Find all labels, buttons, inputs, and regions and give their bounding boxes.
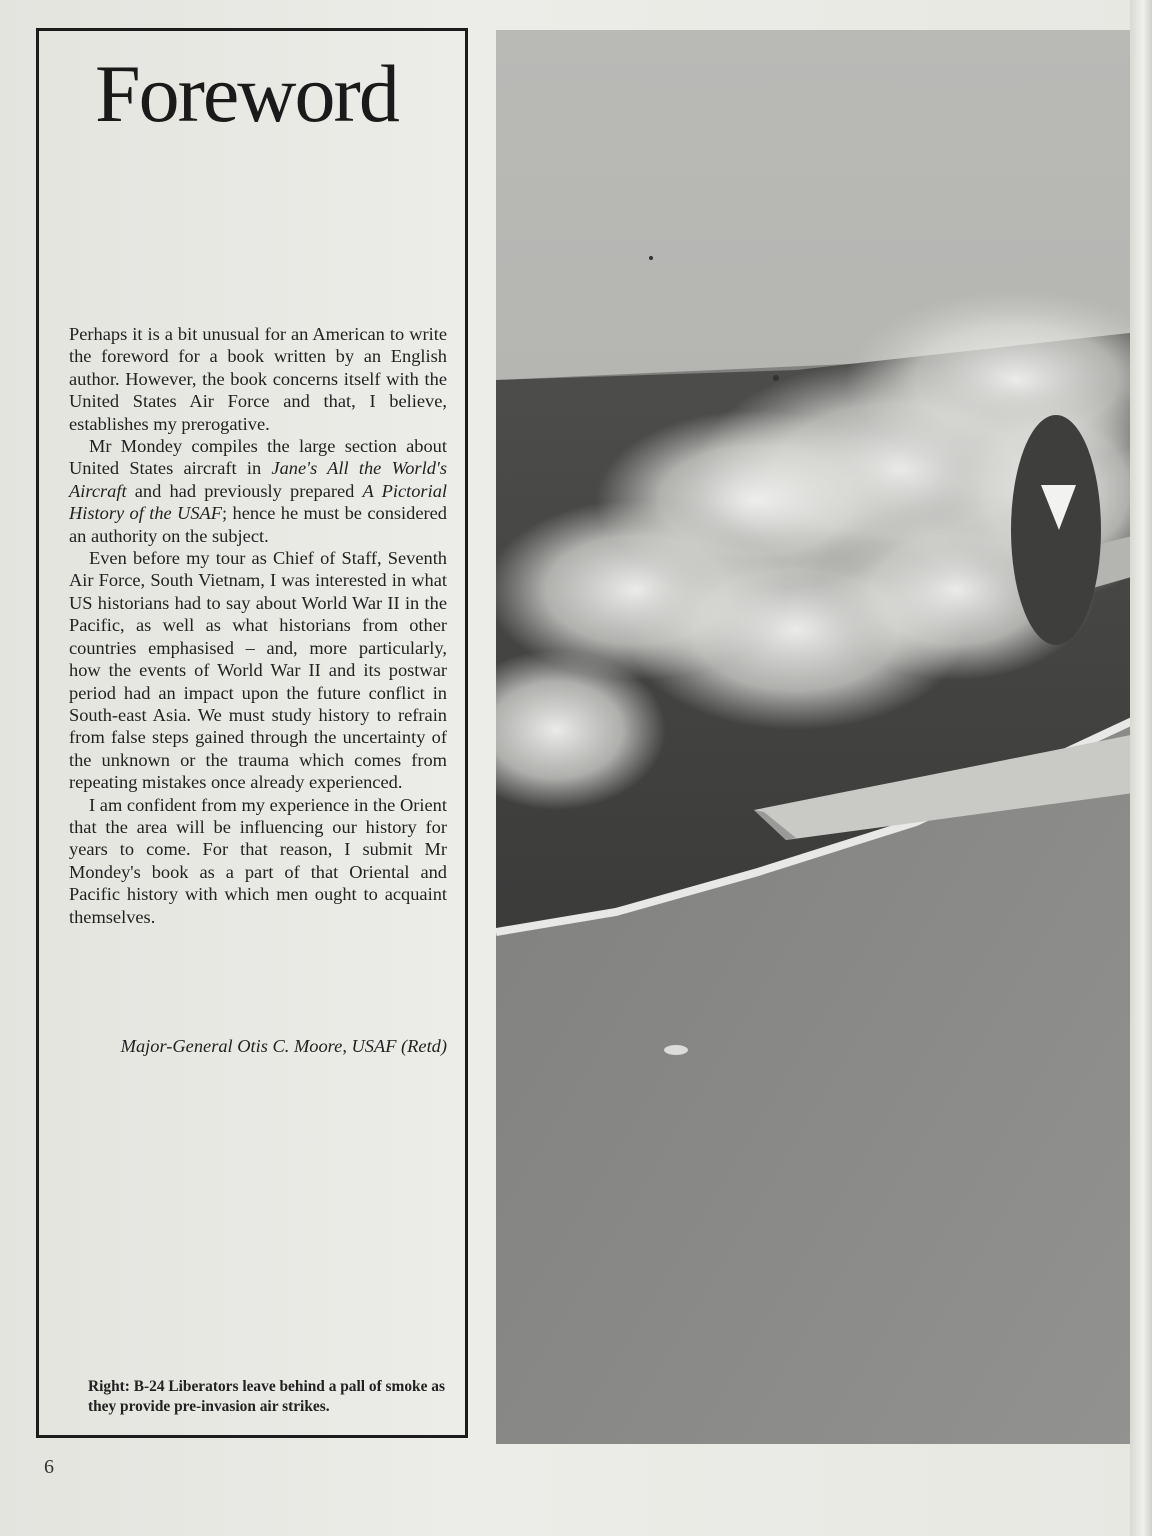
author-signature: Major-General Otis C. Moore, USAF (Retd) [120, 1036, 447, 1056]
foreword-paragraph-4: I am confident from my experience in the Orient that the area will be influencing our history for years to come. For that reason, I submit Mr Mondey's book as a part of that Oriental and Pacific history with which men ought to acquaint themselves. [69, 794, 447, 927]
photo-caption: Right: B-24 Liberators leave behind a pall of smoke as they provide pre-invasion air strikes. [88, 1378, 445, 1415]
foreword-text-frame [36, 28, 468, 1438]
book-title-janes: Jane's All the World's Aircraft [69, 458, 447, 501]
foreword-body [69, 323, 447, 928]
b24-smoke-photograph [496, 30, 1152, 1444]
foreword-paragraph-1: Perhaps it is a bit unusual for an American to write the foreword for a book written by an English author. However, the book concerns itself with the United States Air Force and that, I believe, establishes my prerogative. [69, 324, 447, 434]
book-gutter [1130, 0, 1152, 1536]
page-title: Foreword [95, 48, 398, 139]
paragraph-2-text-e: ; hence he must be considered an authority on the subject. [69, 503, 448, 546]
photograph-illustration [496, 30, 1152, 1444]
aircraft-tail-fin [1011, 415, 1101, 645]
book-title-pictorial-history: A Pictorial History of the USAF [69, 480, 447, 524]
foreword-paragraph-2 [69, 435, 447, 547]
paragraph-2-text-c: and had previously prepared [126, 480, 363, 501]
paragraph-2-text-a: Mr Mondey compiles the large section about United States aircraft in [69, 436, 447, 479]
foreword-paragraph-3: Even before my tour as Chief of Staff, Seventh Air Force, South Vietnam, I was interested in what US historians had to say about World War II in the Pacific, as well as what historians from other countries emphasised – and, more particularly, how the events of World War II and its postwar period had an impact upon the future conflict in South-east Asia. We must study history to refrain from false steps gained through the uncertainty of the unknown or the trauma which comes from repeating mistakes once already experienced. [69, 548, 447, 793]
page-number: 6 [44, 1456, 54, 1478]
